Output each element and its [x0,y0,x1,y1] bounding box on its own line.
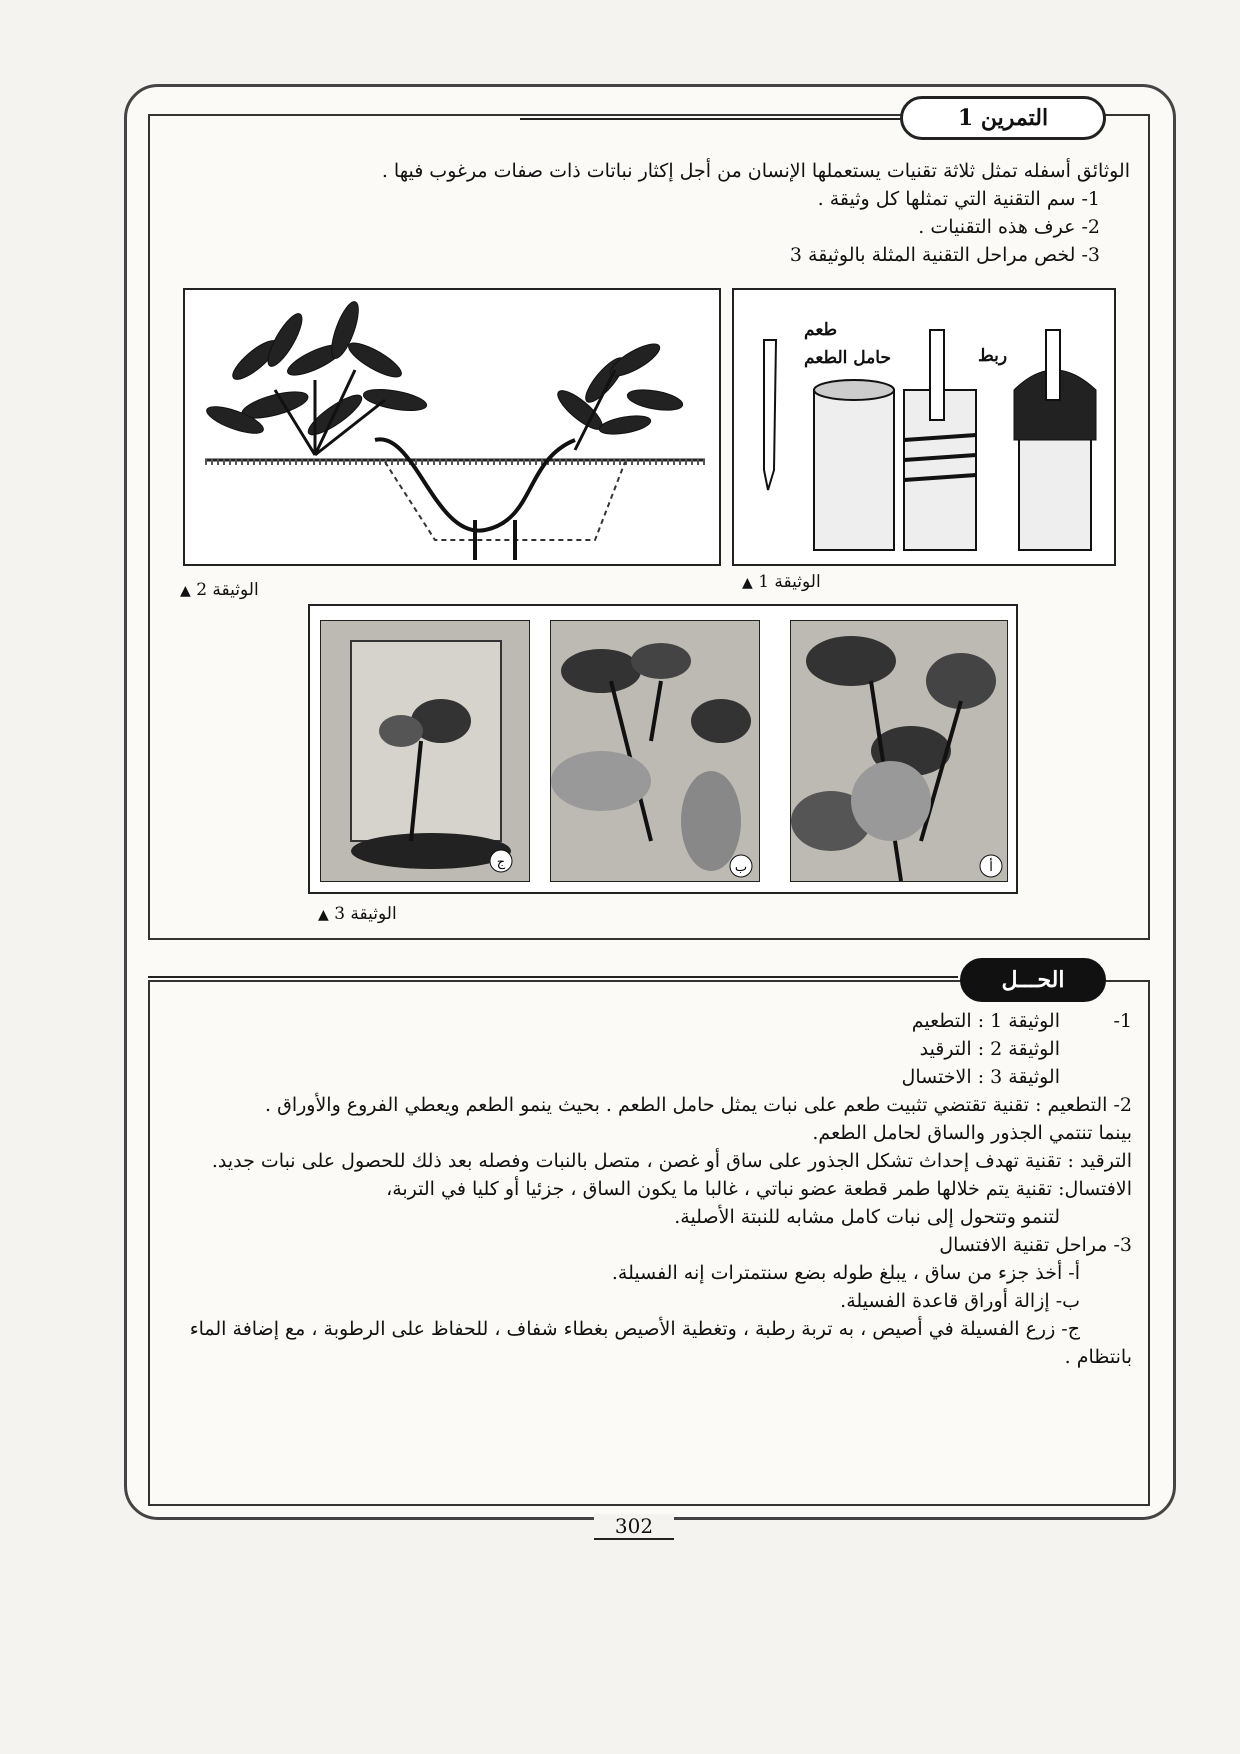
answer1-number: 1- [1113,1010,1132,1032]
answer2-line4: الافتسال: تقنية يتم خلالها طمر قطعة عضو نباتي ، غالبا ما يكون الساق ، جزئيا أو كليا في التربة، [386,1178,1132,1200]
figure-grafting [732,288,1116,566]
title-rule [520,118,900,120]
doc2-label: الوثيقة 2 ▲ [180,580,259,600]
answer1-line3: الوثيقة 3 : الاختسال [901,1066,1060,1088]
label-rootstock: حامل الطعم [804,348,891,368]
answer3-step-c: ج- زرع الفسيلة في أصيص ، به تربة رطبة ، وتغطية الأصيص بغطاء شفاف ، للحفاظ على الرطوبة ، مع إضافة الماء [189,1318,1080,1340]
answer2-line5: لتنمو وتتحول إلى نبات كامل مشابه للنبتة الأصلية. [674,1206,1060,1228]
page-number: 302 [594,1514,674,1540]
figure-layering [183,288,721,566]
solution-rule [148,976,958,978]
panel-a-letter: أ [989,860,993,875]
photo-c [320,620,530,882]
photo-c-drawing [321,621,530,882]
exercise-title: التمرين 1 [900,96,1106,140]
label-scion: طعم [804,320,838,340]
answer2-line2: بينما تنتمي الجذور والساق لحامل الطعم. [812,1122,1132,1144]
answer1-line1: الوثيقة 1 : التطعيم [911,1010,1060,1032]
doc3-label: الوثيقة 3 ▲ [318,904,397,924]
solution-title: الحـــل [960,958,1106,1002]
answer3-step-c-cont: بانتظام . [1064,1346,1132,1368]
panel-c-letter: ج [496,855,506,870]
question-2: 2- عرف هذه التقنيات . [918,216,1100,238]
triangle-icon: ▲ [180,583,191,599]
answer3-step-b: ب- إزالة أوراق قاعدة الفسيلة. [840,1290,1080,1312]
answer1-line2: الوثيقة 2 : الترقيد [919,1038,1060,1060]
answer3-heading: 3- مراحل تقنية الافتسال [939,1234,1132,1256]
panel-b-letter: ب [734,860,748,875]
layering-drawing [185,290,719,564]
answer3-step-a: أ- أخذ جزء من ساق ، يبلغ طوله بضع سنتمترات إنه الفسيلة. [611,1262,1080,1284]
photo-a-drawing [791,621,1008,882]
answer2-line3: الترقيد : تقنية تهدف إحداث تشكل الجذور على ساق أو غصن ، متصل بالنبات وفصله بعد ذلك للحصول على نبات جديد. [211,1150,1132,1172]
exercise-intro: الوثائق أسفله تمثل ثلاثة تقنيات يستعملها الإنسان من أجل إكثار نباتات ذات صفات مرغوب فيها . [381,160,1130,182]
photo-b [550,620,760,882]
photo-b-drawing [551,621,760,882]
question-3: 3- لخص مراحل التقنية المثلة بالوثيقة 3 [789,244,1100,266]
triangle-icon: ▲ [742,575,753,591]
grafting-drawing [734,290,1114,564]
doc1-label: الوثيقة 1 ▲ [742,572,821,592]
question-1: 1- سم التقنية التي تمثلها كل وثيقة . [817,188,1100,210]
photo-a [790,620,1008,882]
figure-cuttings [308,604,1018,894]
label-tie: ربط [978,346,1008,366]
triangle-icon: ▲ [318,907,329,923]
answer2-line1: 2- التطعيم : تقنية تقتضي تثبيت طعم على نبات يمثل حامل الطعم . بحيث ينمو الطعم ويعطي الفروع والأوراق . [265,1094,1132,1116]
